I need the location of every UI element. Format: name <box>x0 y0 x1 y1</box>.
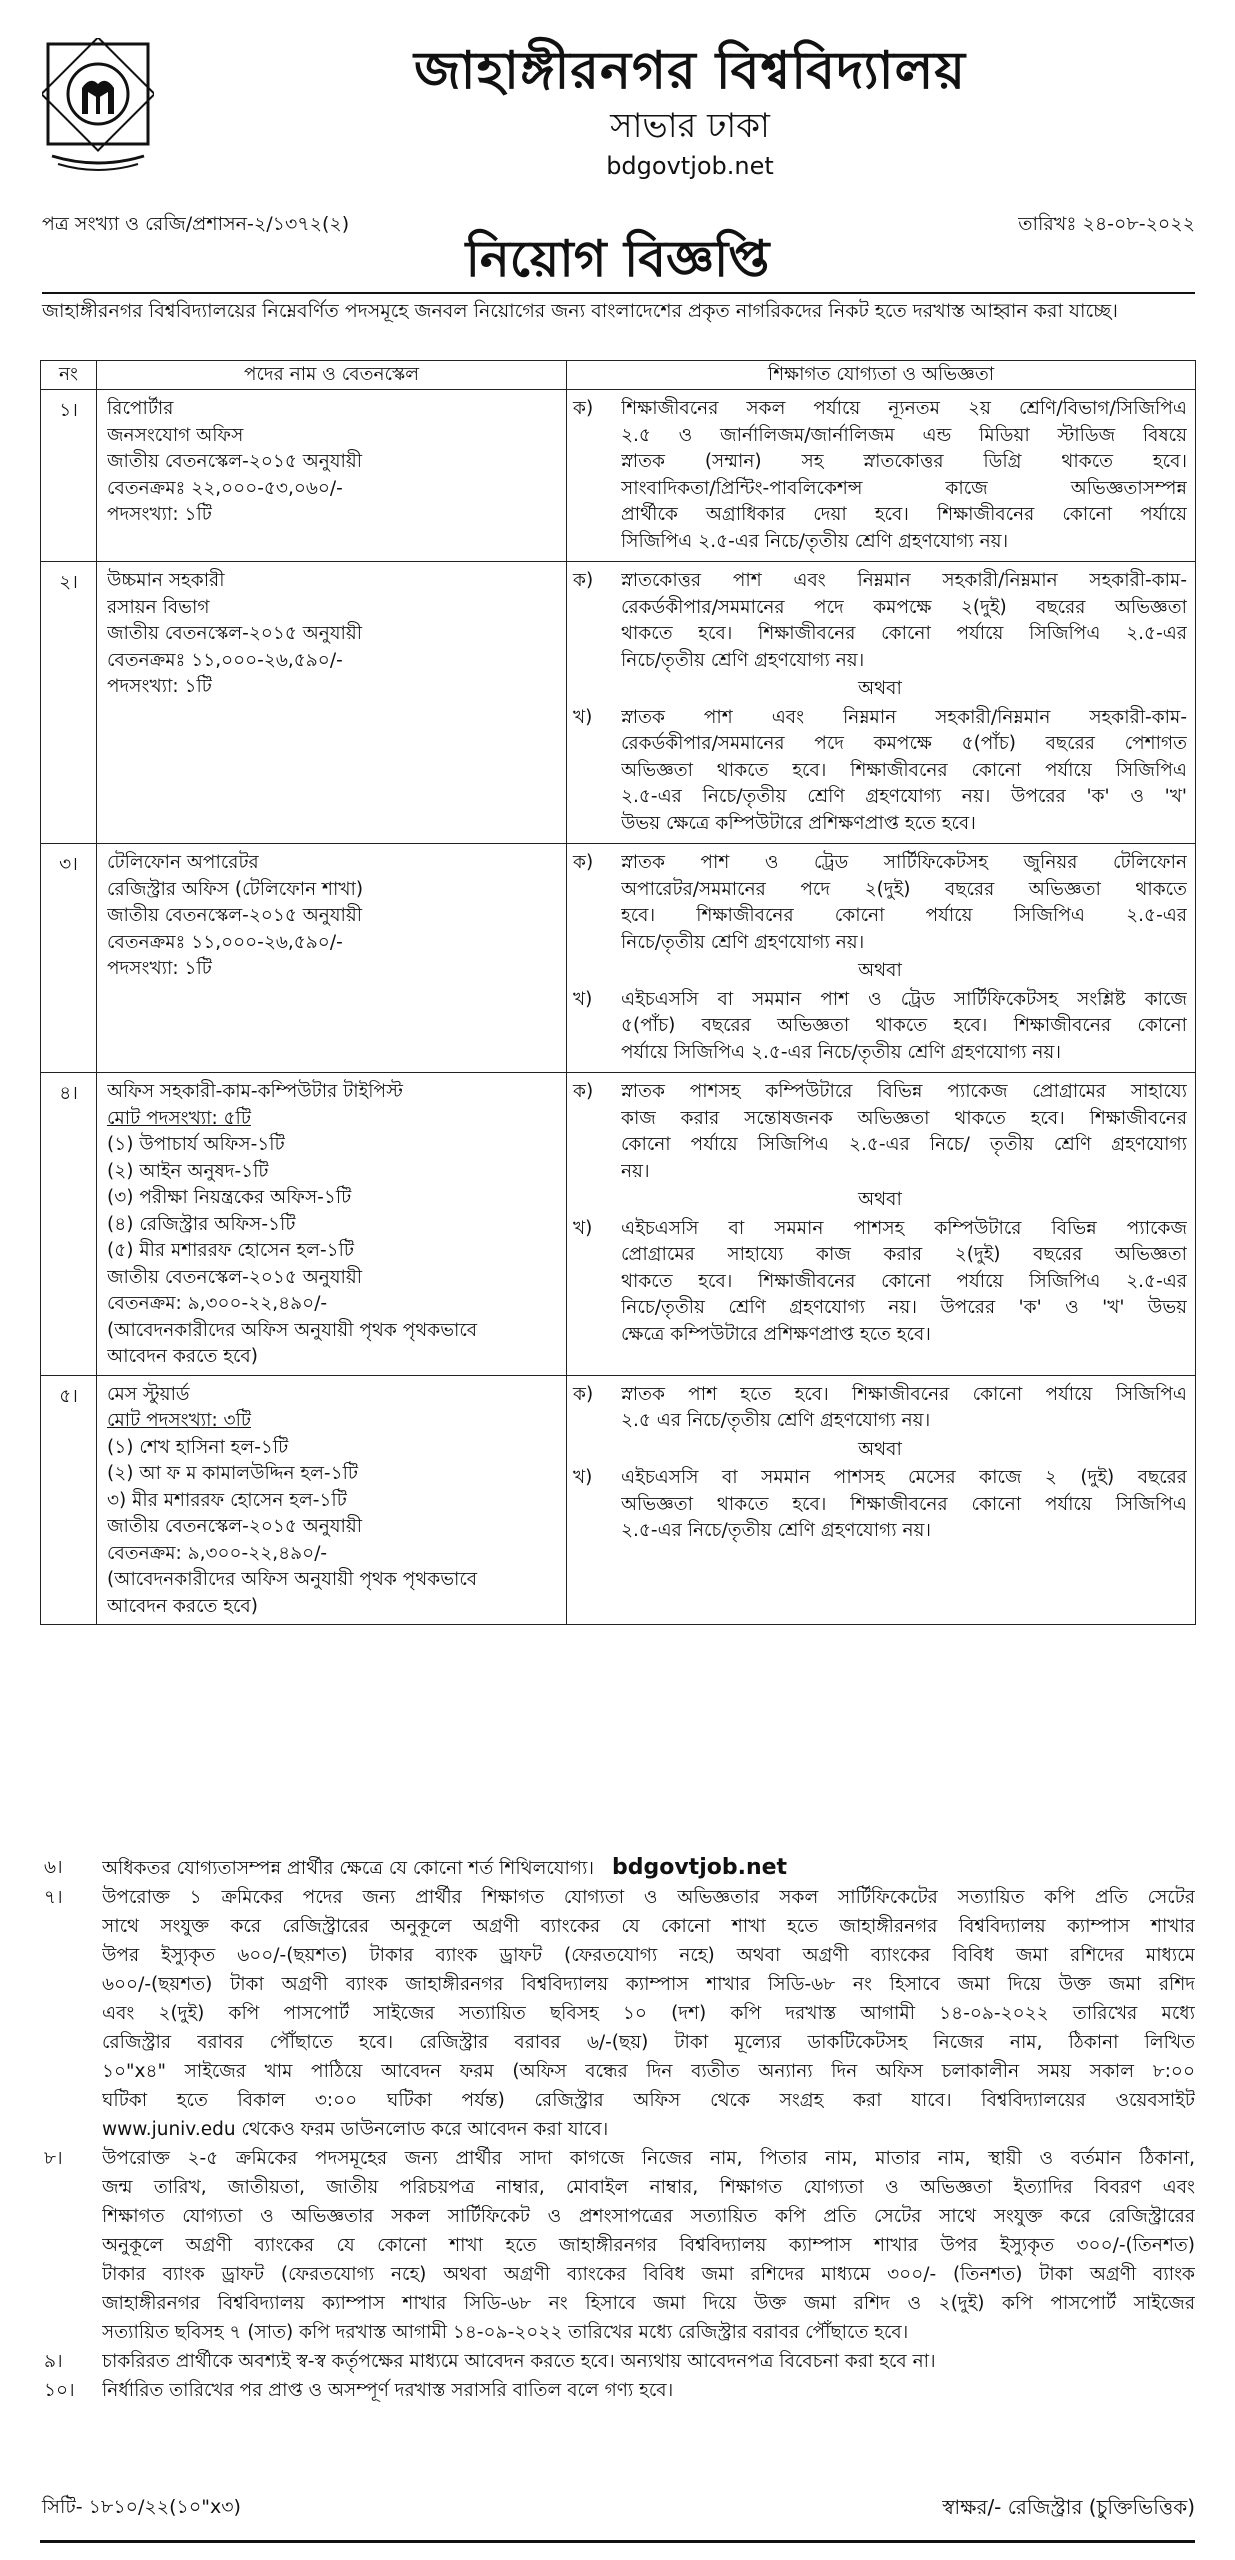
note-text <box>102 2376 1195 2405</box>
or-separator: অথবা <box>858 1438 902 1460</box>
post-line: জনসংযোগ অফিস <box>107 424 244 446</box>
qualification-line: অভিজ্ঞতা থাকতে হবে। শিক্ষাজীবনের কোনো পর্যায়ে সিজিপিএ <box>621 1493 1187 1515</box>
qualification-line: উভয় ক্ষেত্রে কম্পিউটারে প্রশিক্ষণপ্রাপ্ত হতে হবে। <box>621 812 976 834</box>
post-line: অফিস সহকারী-কাম-কম্পিউটার টাইপিস্ট <box>107 1081 403 1102</box>
qualification-details <box>567 562 1196 844</box>
intro-text: জাহাঙ্গীরনগর বিশ্ববিদ্যালয়ের নিম্নেবর্ণিত পদসমূহে জনবল নিয়োগের জন্য বাংলাদেশের প্রকৃত নাগরিকদের নিকট হতে দরখাস্ত আহ্বান করা যাচ্ছে। <box>42 300 1118 322</box>
qualification-line: সাংবাদিকতা/প্রিন্টিং-পাবলিকেশন্স কাজে অভিজ্ঞতাসম্পন্ন <box>621 477 1187 499</box>
note-number: ৮। <box>44 2148 63 2169</box>
university-place: সাভার ঢাকা <box>610 106 770 146</box>
option-text <box>621 705 1187 838</box>
qualification-line: ২.৫ ও জার্নালিজম/জার্নালিজম এন্ড মিডিয়া স্টাডিজ বিষয়ে <box>621 424 1187 446</box>
qualification-line: এইচএসসি বা সমমান পাশ ও ট্রেড সার্টিফিকেটসহ সংশ্লিষ্ট কাজে <box>621 988 1187 1010</box>
note-number: ৬। <box>44 1857 63 1878</box>
note-line: অধিকতর যোগ্যতাসম্পন্ন প্রার্থীর ক্ষেত্রে যে কোনো শর্ত শিথিলযোগ্য। <box>102 1858 594 1879</box>
qualification-line: এইচএসসি বা সমমান পাশসহ মেসের কাজে ২ (দুই) বছরের <box>621 1467 1187 1488</box>
option-text <box>621 987 1187 1067</box>
qualification-line: কাজ করার সন্তোষজনক অভিজ্ঞতা থাকতে হবে। শিক্ষাজীবনের <box>621 1107 1187 1129</box>
option-text <box>621 850 1187 956</box>
table-row <box>41 1073 1196 1376</box>
note-line: জন্ম তারিখ, জাতীয়তা, জাতীয় পরিচয়পত্র নাম্বার, মোবাইল নাম্বার, শিক্ষাগত যোগ্যতা ও অভিজ্ঞতা ইত্যাদির বিবরণ এবং <box>102 2177 1195 2198</box>
qualification-line: প্রোগ্রামের সাহায্যে কাজ করার ২(দুই) বছরের অভিজ্ঞতা <box>621 1244 1187 1265</box>
row-number: ৪। <box>41 1073 97 1376</box>
header-no: নং <box>41 361 97 390</box>
qualification-line: স্নাতক পাশ হতে হবে। শিক্ষাজীবনের কোনো পর্যায়ে সিজিপিএ <box>621 1383 1187 1405</box>
option-marker: ক) <box>573 398 594 419</box>
qualification-option-b <box>573 987 1187 1067</box>
post-line: বেতনক্রমঃ ২২,০০০-৫৩,০৬০/- <box>107 477 343 499</box>
note-line: সত্যায়িত ছবিসহ ৭ (সাত) কপি দরখাস্ত আগামী ১৪-০৯-২০২২ তারিখের মধ্যে রেজিস্ট্রার বরাবর পৌঁছাতে হবে। <box>102 2322 909 2343</box>
post-line: মেস স্টুয়ার্ড <box>107 1383 190 1405</box>
qualification-line: ২.৫ এর নিচে/তৃতীয় শ্রেণি গ্রহণযোগ্য নয়। <box>621 1410 931 1431</box>
qualification-option-a <box>573 1382 1187 1435</box>
post-line: (৫) মীর মশাররফ হোসেন হল-১টি <box>107 1240 355 1261</box>
signature: স্বাক্ষর/- রেজিস্ট্রার (চুক্তিভিত্তিক) <box>942 2495 1195 2519</box>
option-text <box>621 1079 1187 1185</box>
post-line: জাতীয় বেতনস্কেল-২০১৫ অনুযায়ী <box>107 1516 363 1537</box>
post-line: (আবেদনকারীদের অফিস অনুযায়ী পৃথক পৃথকভাবে <box>107 1319 478 1341</box>
qualification-option-a <box>573 396 1187 555</box>
post-line: টেলিফোন অপারেটর <box>107 852 259 873</box>
table-row <box>41 844 1196 1073</box>
post-line: জাতীয় বেতনস্কেল-২০১৫ অনুযায়ী <box>107 451 363 472</box>
note-line: অনুকূলে অগ্রণী ব্যাংকের যে কোনো শাখা হতে জাহাঙ্গীরনগর বিশ্ববিদ্যালয় ক্যাম্পাস শাখার উপর ইস্যুকৃত ৩০০/-(তিনশত) <box>102 2235 1195 2256</box>
note-line: www.juniv.edu থেকেও ফরম ডাউনলোড করে আবেদন করা যাবে। <box>102 2119 609 2140</box>
post-line: (২) আ ফ ম কামালউদ্দিন হল-১টি <box>107 1463 358 1484</box>
post-line: বেতনক্রমঃ ১১,০০০-২৬,৫৯০/- <box>107 931 343 953</box>
qualification-line: হবে। শিক্ষাজীবনের কোনো পর্যায়ে সিজিপিএ ২.৫-এর <box>621 905 1187 926</box>
qualification-line: স্নাতক পাশসহ কম্পিউটারে বিভিন্ন প্যাকেজ প্রোগ্রামের সাহায্যে <box>621 1081 1187 1102</box>
post-line: (১) উপাচার্য অফিস-১টি <box>107 1134 285 1155</box>
option-marker: খ) <box>573 988 593 1010</box>
qualification-line: স্নাতকোত্তর পাশ এবং নিম্নমান সহকারী/নিম্নমান সহকারী-কাম- <box>621 570 1187 591</box>
note-line: ঘটিকা হতে বিকাল ৩:০০ ঘটিকা পর্যন্ত) রেজিস্ট্রার অফিস থেকে সংগ্রহ করা যাবে। বিশ্ববিদ্যালয়ের ওয়েবসাইট <box>102 2090 1195 2111</box>
or-separator: অথবা <box>858 1189 902 1210</box>
notice-title: নিয়োগ বিজ্ঞপ্তি <box>465 230 770 288</box>
post-line: বেতনক্রম: ৯,৩০০-২২,৪৯০/- <box>107 1542 328 1564</box>
header-qualification: শিক্ষাগত যোগ্যতা ও অভিজ্ঞতা <box>567 361 1196 390</box>
note-line: শিক্ষাগত যোগ্যতা ও অভিজ্ঞতার সকল সার্টিফিকেট ও প্রশংসাপত্রের সত্যায়িত কপি প্রতি সেটের সাথে সংযুক্ত করে রেজিস্ট্রারের <box>102 2206 1195 2227</box>
post-line: রসায়ন বিভাগ <box>107 596 210 618</box>
option-text <box>621 1382 1187 1435</box>
note-number: ৯। <box>44 2351 63 2372</box>
post-line: বেতনক্রমঃ ১১,০০০-২৬,৫৯০/- <box>107 649 343 671</box>
post-line: আবেদন করতে হবে) <box>107 1346 258 1367</box>
post-line: মোট পদসংখ্যা: ৩টি <box>107 1410 251 1431</box>
note-text <box>102 1853 1195 1883</box>
post-details <box>97 562 567 844</box>
note-line: চাকরিরত প্রার্থীকে অবশ্যই স্ব-স্ব কর্তৃপক্ষের মাধ্যমে আবেদন করতে হবে। অন্যথায় আবেদনপত্র বিবেচনা করা হবে না। <box>102 2351 936 2372</box>
post-line: (২) আইন অনুষদ-১টি <box>107 1160 269 1182</box>
post-line: রেজিস্ট্রার অফিস (টেলিফোন শাখা) <box>107 878 364 900</box>
option-marker: খ) <box>573 1467 593 1488</box>
post-line: রিপোর্টার <box>107 398 174 419</box>
option-marker: খ) <box>573 1217 593 1239</box>
header-post: পদের নাম ও বেতনস্কেল <box>97 361 567 390</box>
post-details <box>97 1073 567 1376</box>
qualification-details <box>567 390 1196 562</box>
note-text <box>102 2144 1195 2347</box>
qualification-line: প্রার্থীকে অগ্রাধিকার দেয়া হবে। শিক্ষাজীবনের কোনো পর্যায়ে <box>621 504 1187 525</box>
job-rows <box>41 390 1196 1625</box>
qualification-line: অপারেটর/সমমানের পদে ২(দুই) বছরের অভিজ্ঞতা থাকতে <box>621 878 1187 900</box>
post-line: জাতীয় বেতনস্কেল-২০১৫ অনুযায়ী <box>107 623 363 644</box>
table-header-row <box>41 361 1196 390</box>
qualification-line: ২.৫-এর নিচে/তৃতীয় শ্রেণি গ্রহণযোগ্য নয়। উপরের 'ক' ও 'খ' <box>621 786 1187 807</box>
qualification-line: পর্যায়ে সিজিপিএ ২.৫-এর নিচে/তৃতীয় শ্রেণি গ্রহণযোগ্য নয়। <box>621 1041 1061 1063</box>
post-line: পদসংখ্যা: ১টি <box>107 958 212 979</box>
qualification-line: এইচএসসি বা সমমান পাশসহ কম্পিউটারে বিভিন্ন প্যাকেজ <box>621 1217 1187 1239</box>
website-watermark: bdgovtjob.net <box>611 1855 788 1880</box>
post-line: (১) শেখ হাসিনা হল-১টি <box>107 1436 289 1458</box>
website-watermark: bdgovtjob.net <box>606 152 774 180</box>
table-row <box>41 390 1196 562</box>
note-line: টাকার ব্যাংক ড্রাফট (ফেরতযোগ্য নহে) অথবা অগ্রণী ব্যাংকের বিবিধ জমা রশিদের মাধ্যমে ৩০০/- (তিনশত) টাকা অগ্রণী ব্যাংক <box>102 2264 1195 2285</box>
row-number: ৫। <box>41 1375 97 1625</box>
post-line: (৩) পরীক্ষা নিয়ন্ত্রকের অফিস-১টি <box>107 1187 352 1208</box>
qualification-details <box>567 844 1196 1073</box>
qualification-line: নিচে/তৃতীয় শ্রেণি গ্রহণযোগ্য নয়। <box>621 931 865 953</box>
post-details <box>97 1375 567 1625</box>
post-line: (৪) রেজিস্ট্রার অফিস-১টি <box>107 1213 296 1235</box>
row-number: ১। <box>41 390 97 562</box>
memo-number: পত্র সংখ্যা ও রেজি/প্রশাসন-২/১৩৭২(২) <box>42 213 350 235</box>
qualification-line: নিচে/তৃতীয় শ্রেণি গ্রহণযোগ্য নয়। উপরের 'ক' ও 'খ' উভয় <box>621 1297 1187 1318</box>
qualification-line: স্নাতক (সম্মান) সহ স্নাতকোত্তর ডিগ্রি থাকতে হবে। <box>621 451 1187 472</box>
post-details <box>97 844 567 1073</box>
qualification-line: রেকর্ডকীপার/সমমানের পদে কমপক্ষে ২(দুই) বছরের অভিজ্ঞতা <box>621 596 1187 618</box>
qualification-line: স্নাতক পাশ ও ট্রেড সার্টিফিকেটসহ জুনিয়র টেলিফোন <box>621 852 1187 873</box>
table-row <box>41 1375 1196 1625</box>
note-item <box>40 2376 1195 2405</box>
note-line: জাহাঙ্গীরনগর বিশ্ববিদ্যালয় ক্যাম্পাস শাখার সিডি-৬৮ নং হিসাবে জমা দিয়ে উক্ত জমা রশিদ ও ২(দুই) কপি পাসপোর্ট সাইজের <box>102 2293 1195 2314</box>
note-line: ১০"x৪" সাইজের খাম পাঠিয়ে আবেদন ফরম (অফিস বন্ধের দিন ব্যতীত অন্যান্য দিন অফিস চলাকালীন সময় সকাল ৮:০০ <box>102 2061 1195 2082</box>
note-line: উপরোক্ত ২-৫ ক্রমিকের পদসমূহের জন্য প্রার্থীর সাদা কাগজে নিজের নাম, পিতার নাম, মাতার নাম, স্থায়ী ও বর্তমান ঠিকানা, <box>102 2148 1195 2169</box>
note-line: নির্ধারিত তারিখের পর প্রাপ্ত ও অসম্পূর্ণ দরখাস্ত সরাসরি বাতিল বলে গণ্য হবে। <box>102 2380 674 2401</box>
qualification-line: ৫(পাঁচ) বছরের অভিজ্ঞতা থাকতে হবে। শিক্ষাজীবনের কোনো <box>621 1015 1187 1036</box>
qualification-line: ক্ষেত্রে কম্পিউটারে প্রশিক্ষণপ্রাপ্ত হতে হবে। <box>621 1323 931 1345</box>
qualification-option-a <box>573 1079 1187 1185</box>
note-item <box>40 1883 1195 2144</box>
qualification-line: কোনো পর্যায়ে সিজিপিএ ২.৫-এর নিচে/ তৃতীয় শ্রেণি গ্রহণযোগ্য <box>621 1134 1187 1155</box>
post-line: বেতনক্রম: ৯,৩০০-২২,৪৯০/- <box>107 1293 328 1314</box>
qualification-line: ২.৫-এর নিচে/তৃতীয় শ্রেণি গ্রহণযোগ্য নয়। <box>621 1520 931 1541</box>
post-details <box>97 390 567 562</box>
notes-list <box>40 1853 1195 2405</box>
qualification-line: নিচে/তৃতীয় শ্রেণি গ্রহণযোগ্য নয়। <box>621 649 865 671</box>
post-line: ৩) মীর মশাররফ হোসেন হল-১টি <box>107 1489 347 1511</box>
circular-code: সিটি- ১৮১০/২২(১০"x৩) <box>42 2496 241 2518</box>
note-line: উপর ইস্যুকৃত ৬০০/-(ছয়শত) টাকার ব্যাংক ড্রাফট (ফেরতযোগ্য নহে) অথবা অগ্রণী ব্যাংকের বিবিধ জমা রশিদের মাধ্যমে <box>102 1945 1195 1966</box>
option-marker: ক) <box>573 852 594 873</box>
note-text <box>102 1883 1195 2144</box>
note-number: ১০। <box>44 2380 75 2401</box>
row-number: ২। <box>41 562 97 844</box>
option-text <box>621 1465 1187 1545</box>
note-item <box>40 2144 1195 2347</box>
qualification-details <box>567 1375 1196 1625</box>
qualification-option-a <box>573 568 1187 674</box>
note-line: উপরোক্ত ১ ক্রমিকের পদের জন্য প্রার্থীর শিক্ষাগত যোগ্যতা ও অভিজ্ঞতার সকল সার্টিফিকেটের সত্যায়িত কপি প্রতি সেটের <box>102 1887 1195 1908</box>
post-line: জাতীয় বেতনস্কেল-২০১৫ অনুযায়ী <box>107 905 363 926</box>
qualification-option-b <box>573 705 1187 838</box>
option-marker: ক) <box>573 1081 594 1102</box>
note-line-with-mark <box>102 1853 1195 1883</box>
job-table <box>40 360 1196 1625</box>
option-text <box>621 568 1187 674</box>
option-text <box>621 396 1187 555</box>
post-line: পদসংখ্যা: ১টি <box>107 504 212 525</box>
qualification-line: সিজিপিএ ২.৫-এর নিচে/তৃতীয় শ্রেণি গ্রহণযোগ্য নয়। <box>621 530 1009 552</box>
notice-date: তারিখঃ ২৪-০৮-২০২২ <box>1018 213 1195 235</box>
post-line: মোট পদসংখ্যা: ৫টি <box>107 1107 251 1129</box>
post-line: উচ্চমান সহকারী <box>107 570 225 591</box>
or-separator: অথবা <box>858 960 902 981</box>
option-text <box>621 1216 1187 1349</box>
row-number: ৩। <box>41 844 97 1073</box>
qualification-line: শিক্ষাজীবনের সকল পর্যায়ে ন্যূনতম ২য় শ্রেণি/বিভাগ/সিজিপিএ <box>621 398 1187 419</box>
note-item <box>40 1853 1195 1883</box>
qualification-option-b <box>573 1465 1187 1545</box>
note-line: এবং ২(দুই) কপি পাসপোর্ট সাইজের সত্যায়িত ছবিসহ ১০ (দশ) কপি দরখাস্ত আগামী ১৪-০৯-২০২২ তারিখের মধ্যে <box>102 2003 1195 2024</box>
note-line: রেজিস্ট্রার বরাবর পৌঁছাতে হবে। রেজিস্ট্রার বরাবর ৬/-(ছয়) টাকা মূল্যের ডাকটিকেটসহ নিজের নাম, ঠিকানা লিখিত <box>102 2032 1195 2053</box>
note-number: ৭। <box>44 1887 63 1908</box>
table-row <box>41 562 1196 844</box>
title-divider <box>42 292 1195 294</box>
qualification-details <box>567 1073 1196 1376</box>
post-line: (আবেদনকারীদের অফিস অনুযায়ী পৃথক পৃথকভাবে <box>107 1569 478 1590</box>
qualification-line: থাকতে হবে। শিক্ষাজীবনের কোনো পর্যায়ে সিজিপিএ ২.৫-এর <box>621 1270 1187 1292</box>
bottom-rule <box>40 2540 1195 2543</box>
note-line: ৬০০/-(ছয়শত) টাকা অগ্রণী ব্যাংক জাহাঙ্গীরনগর বিশ্ববিদ্যালয় ক্যাম্পাস শাখার সিডি-৬৮ নং হিসাবে জমা দিয়ে উক্ত জমা রশিদ <box>102 1974 1195 1995</box>
note-item <box>40 2347 1195 2376</box>
qualification-option-b <box>573 1216 1187 1349</box>
post-line: আবেদন করতে হবে) <box>107 1595 258 1617</box>
qualification-line: নয়। <box>621 1160 650 1182</box>
qualification-line: রেকর্ডকীপার/সমমানের পদে কমপক্ষে ৫(পাঁচ) বছরের পেশাগত <box>621 733 1187 754</box>
option-marker: ক) <box>573 570 594 591</box>
post-line: জাতীয় বেতনস্কেল-২০১৫ অনুযায়ী <box>107 1266 363 1288</box>
university-logo-icon <box>42 38 154 178</box>
note-text <box>102 2347 1195 2376</box>
option-marker: ক) <box>573 1383 594 1405</box>
qualification-line: অভিজ্ঞতা থাকতে হবে। শিক্ষাজীবনের কোনো পর্যায়ে সিজিপিএ <box>621 759 1187 781</box>
option-marker: খ) <box>573 706 593 728</box>
qualification-line: থাকতে হবে। শিক্ষাজীবনের কোনো পর্যায়ে সিজিপিএ ২.৫-এর <box>621 623 1187 644</box>
qualification-line: স্নাতক পাশ এবং নিম্নমান সহকারী/নিম্নমান সহকারী-কাম- <box>621 706 1187 728</box>
or-separator: অথবা <box>858 678 902 699</box>
note-line: সাথে সংযুক্ত করে রেজিস্ট্রারের অনুকূলে অগ্রণী ব্যাংকের যে কোনো শাখা হতে জাহাঙ্গীরনগর বিশ্ববিদ্যালয় ক্যাম্পাস শাখার <box>102 1916 1195 1937</box>
post-line: পদসংখ্যা: ১টি <box>107 676 212 697</box>
qualification-option-a <box>573 850 1187 956</box>
university-name: জাহাঙ্গীরনগর বিশ্ববিদ্যালয় <box>414 41 966 101</box>
